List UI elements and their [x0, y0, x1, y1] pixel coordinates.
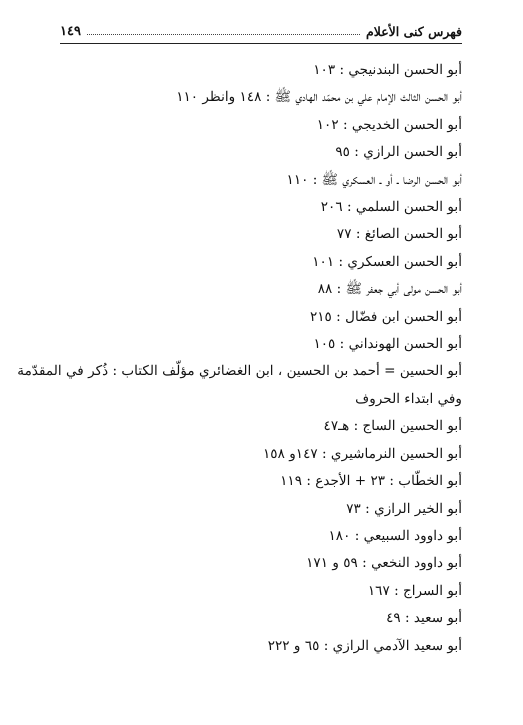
index-entry: أبو الخير الرازي : ٧٣ — [346, 500, 462, 517]
index-entry: أبو الحسن الصائغ : ٧٧ — [336, 226, 462, 243]
index-entry: أبو الخطّاب : ٢٣ + الأجدع : ١١٩ — [280, 473, 462, 490]
index-entry: أبو سعيد الآدمي الرازي : ٦٥ و ٢٢٢ — [267, 637, 462, 654]
index-entry: أبو الحسن الهونداني : ١٠٥ — [313, 336, 462, 353]
header-leader-dots — [87, 34, 360, 35]
index-entry: أبو سعيد : ٤٩ — [386, 610, 462, 627]
page-number: ١٤٩ — [60, 24, 81, 39]
index-entry: أبو السراج : ١٦٧ — [367, 582, 462, 599]
index-entry: أبو داوود النخعي : ٥٩ و ١٧١ — [306, 555, 462, 572]
index-entry: أبو الحسن الرازي : ٩٥ — [335, 144, 462, 161]
index-entry: أبو الحسن العسكري : ١٠١ — [312, 253, 462, 270]
index-entry: أبو الحسن مولى أبي جعفر ﷺ : ٨٨ — [317, 281, 462, 298]
index-entry: أبو الحسين = أحمد بن الحسين ، ابن الغضائري مؤلّف الكتاب : ذُكر في المقدّمة — [17, 363, 462, 380]
index-entry: أبو داوود السبيعي : ١٨٠ — [328, 527, 462, 544]
index-entry: أبو الحسن الرضا ـ أو ـ العسكري ﷺ : ١١٠ — [286, 171, 462, 188]
index-entry: أبو الحسن الثالث الإمام علي بن محمّد الهادي ﷺ : ١٤٨ وانظر ١١٠ — [176, 89, 462, 106]
index-entry: أبو الحسن السلمي : ٢٠٦ — [320, 199, 462, 216]
running-header — [60, 17, 462, 44]
index-entry: أبو الحسين النرماشيري : ١٤٧و ١٥٨ — [263, 445, 462, 462]
header-title: فهرس كنى الأعلام — [366, 24, 462, 39]
index-entry-continuation: وفي ابتداء الحروف — [355, 390, 462, 407]
index-entry: أبو الحسين الساج : هـ٤٧ — [323, 418, 462, 435]
index-entries — [17, 57, 462, 660]
index-entry: أبو الحسن الخديجي : ١٠٢ — [316, 116, 462, 133]
index-entry: أبو الحسن البندنيجي : ١٠٣ — [313, 62, 462, 78]
index-entry: أبو الحسن ابن فضّال : ٢١٥ — [309, 308, 462, 325]
